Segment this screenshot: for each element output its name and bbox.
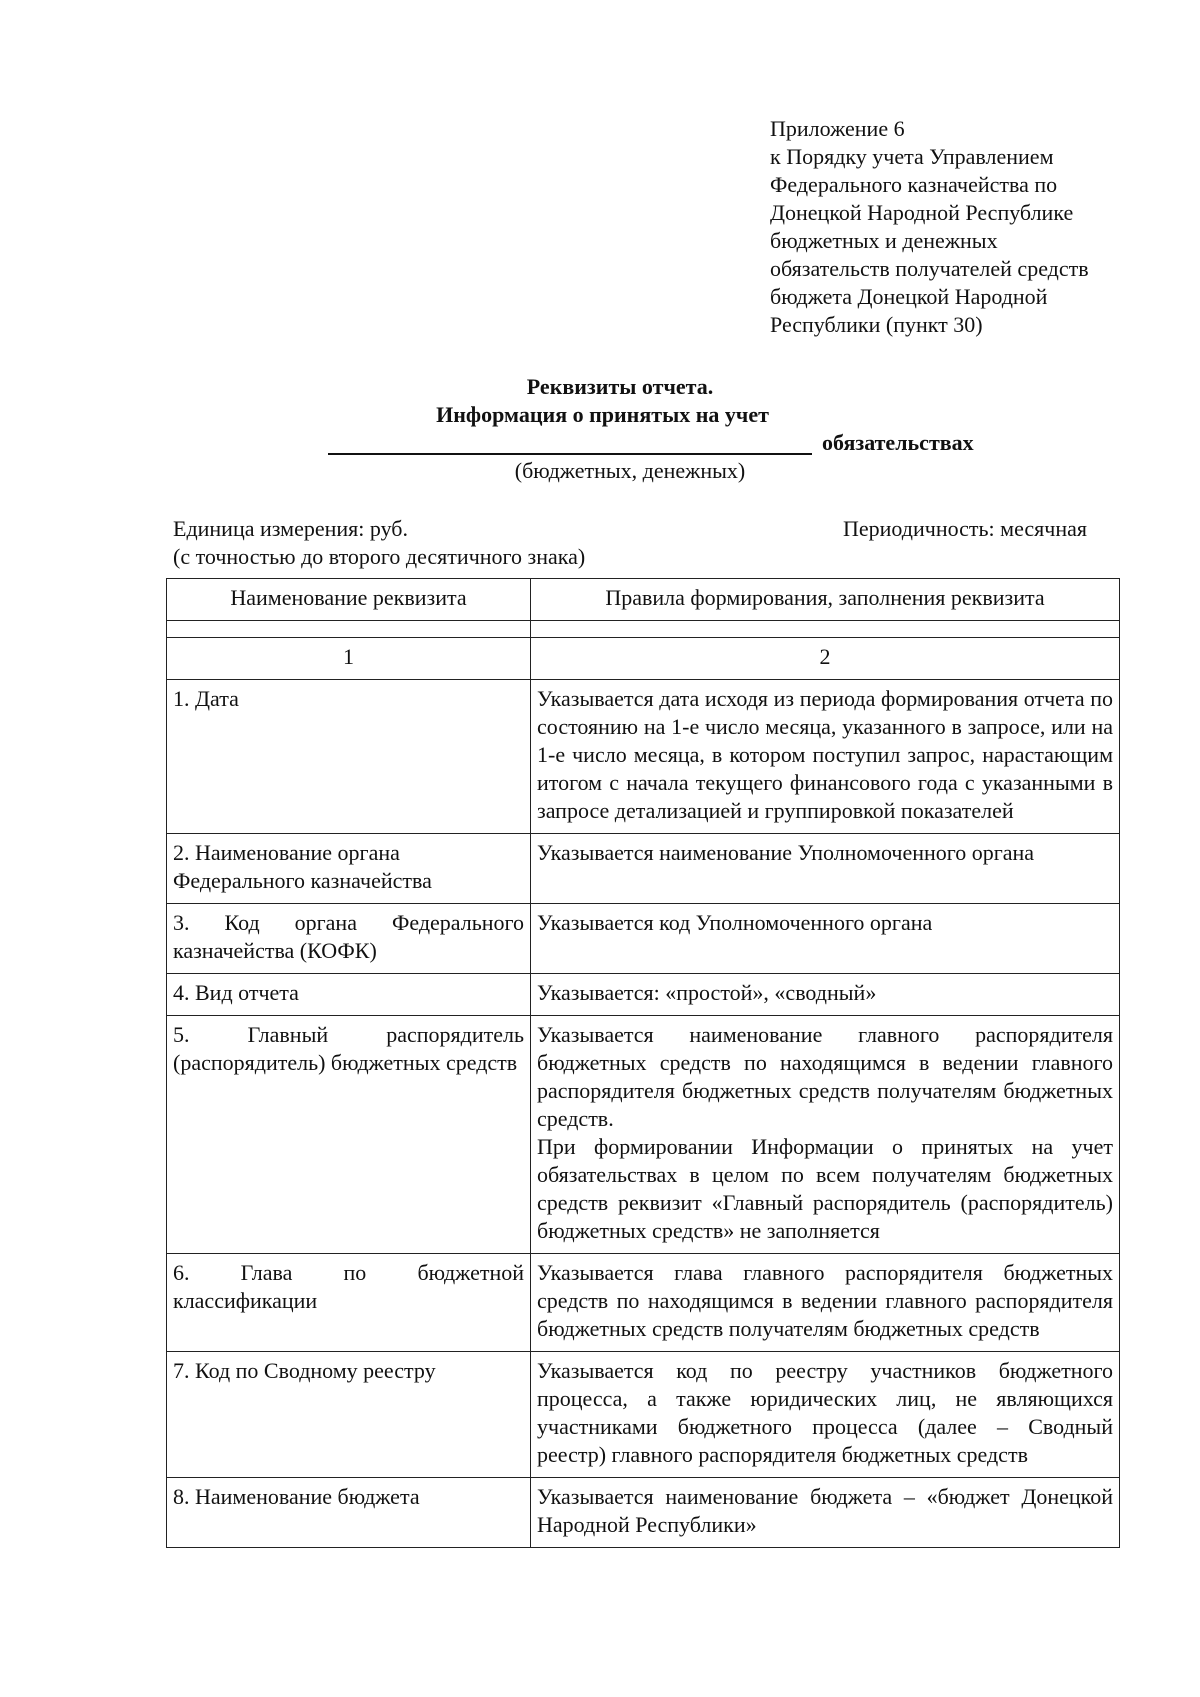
periodicity-label: Периодичность: месячная xyxy=(843,516,1088,541)
requisite-rule xyxy=(531,1478,1120,1548)
rule-paragraph: Указывается: «простой», «сводный» xyxy=(537,980,877,1005)
table-gap xyxy=(167,621,1120,638)
table-row xyxy=(167,1016,1120,1254)
appendix-line: бюджета Донецкой Народной xyxy=(770,284,1048,309)
rule-paragraph: Указывается код по реестру участников бюджетного процесса, а также юридических лиц, не являющихся участниками бюджетного процесса (далее – Сводный реестр) главного распорядителя бюджетных средств xyxy=(537,1358,1113,1467)
title-line-3-row xyxy=(0,429,1200,457)
title-line-1: Реквизиты отчета. xyxy=(526,374,714,399)
requisite-name: 7. Код по Сводному реестру xyxy=(167,1352,531,1478)
requisite-name: 1. Дата xyxy=(167,680,531,834)
requisite-name: 8. Наименование бюджета xyxy=(167,1478,531,1548)
rule-paragraph: При формировании Информации о принятых на учет обязательствах в целом по всем получателям бюджетных средств реквизит «Главный распорядитель (распорядитель) бюджетных средств» не заполняется xyxy=(537,1134,1113,1243)
table-row xyxy=(167,904,1120,974)
header-cell: Наименование реквизита xyxy=(167,579,531,621)
rule-paragraph: Указывается наименование бюджета – «бюджет Донецкой Народной Республики» xyxy=(537,1484,1113,1537)
table-row xyxy=(167,1352,1120,1478)
rule-paragraph: Указывается наименование Уполномоченного органа xyxy=(537,840,1035,865)
requisite-name: 5. Главный распорядитель (распорядитель) бюджетных средств xyxy=(167,1016,531,1254)
title-note: (бюджетных, денежных) xyxy=(514,458,746,483)
requisite-rule xyxy=(531,974,1120,1016)
requisite-rule xyxy=(531,680,1120,834)
table-row xyxy=(167,1254,1120,1352)
appendix-block xyxy=(770,115,1170,339)
appendix-line: Приложение 6 xyxy=(770,116,905,141)
requisite-name: 2. Наименование органа Федерального казначейства xyxy=(167,834,531,904)
requisite-rule xyxy=(531,904,1120,974)
table-row xyxy=(167,1478,1120,1548)
table-row xyxy=(167,680,1120,834)
rule-paragraph: Указывается дата исходя из периода формирования отчета по состоянию на 1-е число месяца, указанного в запросе, или на 1-е число месяца, в котором поступил запрос, нарастающим итогом с начала текущего финансового года с указанными в запросе детализацией и группировкой показателей xyxy=(537,686,1113,823)
requisite-name: 3. Код органа Федерального казначейства (КОФК) xyxy=(167,904,531,974)
rule-paragraph: Указывается глава главного распорядителя бюджетных средств по находящимся в ведении главного распорядителя бюджетных средств получателям бюджетных средств xyxy=(537,1260,1113,1341)
appendix-line: обязательств получателей средств xyxy=(770,256,1089,281)
requisite-rule xyxy=(531,834,1120,904)
precision-label: (с точностью до второго десятичного знака) xyxy=(173,544,586,569)
units-block xyxy=(173,515,585,571)
appendix-line: Федерального казначейства по xyxy=(770,172,1058,197)
title-line-2: Информация о принятых на учет xyxy=(436,402,769,427)
column-number: 2 xyxy=(531,638,1120,680)
units-label: Единица измерения: руб. xyxy=(173,516,408,541)
requisite-rule xyxy=(531,1352,1120,1478)
requisite-name: 4. Вид отчета xyxy=(167,974,531,1016)
requisite-rule xyxy=(531,1016,1120,1254)
appendix-line: бюджетных и денежных xyxy=(770,228,998,253)
rule-paragraph: Указывается код Уполномоченного органа xyxy=(537,910,933,935)
table-row xyxy=(167,974,1120,1016)
title-line-3: обязательствах xyxy=(822,430,974,455)
requisite-name: 6. Глава по бюджетной классификации xyxy=(167,1254,531,1352)
requisites-table xyxy=(166,578,1120,1548)
table-header-row xyxy=(167,579,1120,621)
header-cell: Правила формирования, заполнения реквизита xyxy=(531,579,1120,621)
blank-underline xyxy=(328,453,812,455)
column-number: 1 xyxy=(167,638,531,680)
column-number-row xyxy=(167,638,1120,680)
rule-paragraph: Указывается наименование главного распорядителя бюджетных средств по находящимся в ведении главного распорядителя бюджетных средств получателям бюджетных средств. xyxy=(537,1022,1113,1131)
document-title xyxy=(0,373,1200,485)
table-row xyxy=(167,834,1120,904)
appendix-line: Донецкой Народной Республике xyxy=(770,200,1074,225)
appendix-line: Республики (пункт 30) xyxy=(770,312,983,337)
appendix-line: к Порядку учета Управлением xyxy=(770,144,1054,169)
requisite-rule xyxy=(531,1254,1120,1352)
